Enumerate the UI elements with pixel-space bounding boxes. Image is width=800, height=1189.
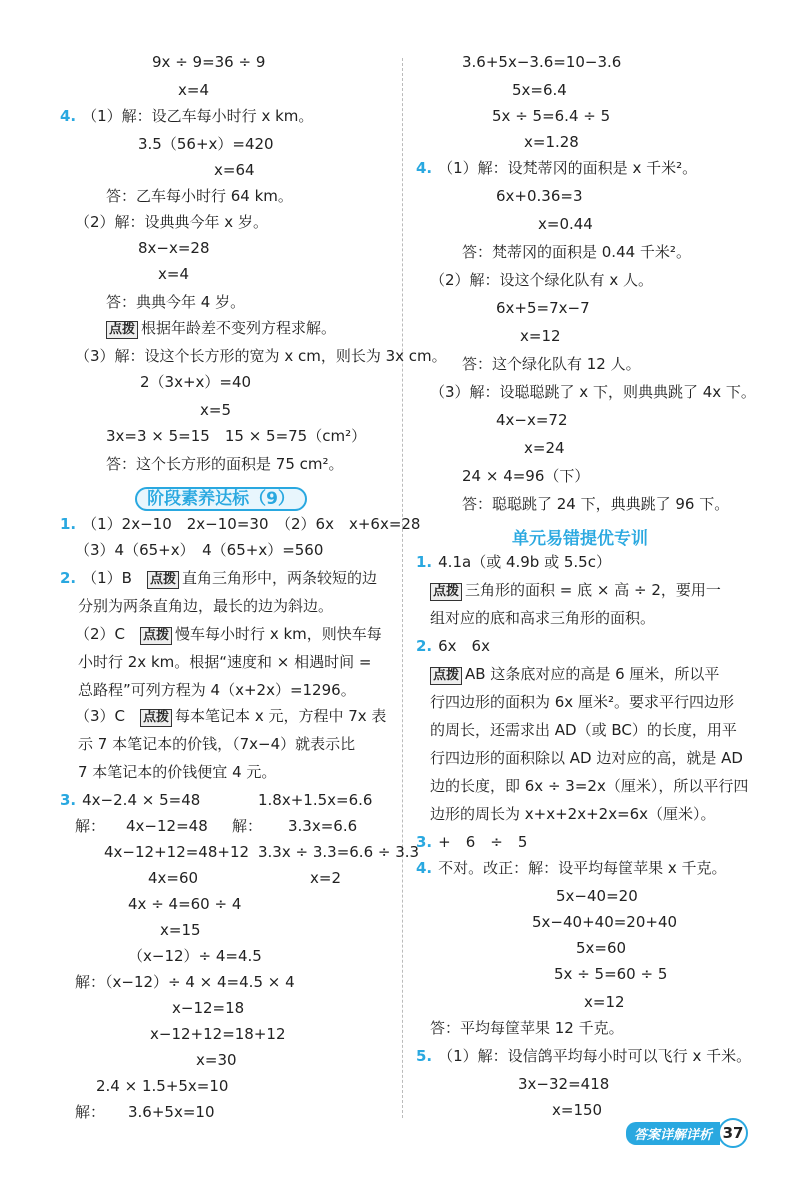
answer-line [60,568,377,589]
answer-line [232,816,262,836]
answer-text: 行四边形的面积为 6x 厘米²。要求平行四边形 [430,693,734,711]
tip-label: 点拨 [147,571,179,589]
answer-text: x=2 [310,869,341,887]
answer-line [75,1102,105,1122]
answer-text: x=12 [520,327,561,345]
answer-line [416,858,727,878]
answer-line [462,494,729,514]
answer-text: 3.5（56+x）=420 [138,135,274,153]
answer-text: 解：（x−12）÷ 4 × 4=4.5 × 4 [75,973,295,991]
answer-line [160,920,201,940]
answer-text: 5x ÷ 5=6.4 ÷ 5 [492,107,611,125]
answer-line [75,346,447,366]
answer-text: 3x−32=418 [518,1075,610,1093]
answer-text: 不对。改正：解：设平均每筐苹果 x 千克。 [438,859,727,877]
answer-line [128,894,241,914]
tip-label: 点拨 [140,709,172,727]
answer-text: 5x−40=20 [556,887,638,905]
answer-text: 分别为两条直角边，最长的边为斜边。 [78,597,334,615]
answer-text: 3.3x=6.6 [288,817,358,835]
answer-line [430,692,734,712]
answer-line [172,998,244,1018]
answer-text: 组对应的底和高求三角形的面积。 [430,609,656,627]
answer-line [75,972,295,992]
answer-text: 8x−x=28 [138,239,210,257]
answer-line [60,106,313,126]
answer-text: （1）解：设信鸽平均每小时可以飞行 x 千米。 [438,1047,752,1065]
answer-text: （1）解：设乙车每小时行 x km。 [82,107,314,125]
answer-text: x−12=18 [172,999,245,1017]
answer-text: （1）2x−10 2x−10=30 （2）6x x+6x=28 [82,515,421,533]
answer-line [556,886,638,906]
answer-line [138,134,274,154]
answer-line [75,624,382,645]
page-footer [626,1118,748,1148]
answer-line [78,762,276,782]
answer-line [288,816,357,836]
answer-text: 4x ÷ 4=60 ÷ 4 [128,895,242,913]
answer-text: x=150 [552,1101,603,1119]
answer-line [126,816,208,836]
answer-text: x=12 [584,993,625,1011]
answer-text: 解： [75,1103,106,1121]
answer-line [214,160,255,180]
answer-line [106,186,293,206]
answer-line [416,158,697,178]
answer-text: 5x−40+40=20+40 [532,913,678,931]
answer-text: 边的长度，即 6x ÷ 3=2x（厘米），所以平行四 [430,777,749,795]
question-number: 4. [60,107,77,125]
answer-line [75,706,386,727]
answer-text: （3）C [75,707,141,725]
answer-line [462,242,691,262]
answer-text: （2）解：设典典今年 x 岁。 [75,213,268,231]
answer-text: 4x−12=48 [126,817,208,835]
answer-text: 小时行 2x km。根据“速度和 × 相遇时间 = [78,653,372,671]
page-number: 37 [718,1118,748,1148]
section-title-unit: 单元易错提优专训 [512,529,648,549]
answer-line [258,842,419,862]
answer-text: （2）解：设这个绿化队有 x 人。 [430,271,653,289]
answer-line [138,238,210,258]
answer-line [78,596,333,616]
answer-text: 答：平均每筐苹果 12 千克。 [430,1019,624,1037]
answer-text: 3x=3 × 5=15 15 × 5=75（cm²） [106,427,367,445]
question-number: 1. [416,553,433,571]
answer-line [584,992,625,1012]
question-number: 4. [416,159,433,177]
answer-line [430,748,743,768]
answer-text: （2）C [75,625,141,643]
answer-line [106,318,336,339]
answer-line [148,868,198,888]
answer-line [524,438,565,458]
answer-text: 解： [232,817,263,835]
answer-line [462,52,621,72]
answer-line [150,1024,286,1044]
answer-line [75,212,268,232]
question-number: 3. [416,833,433,851]
answer-text: 示 7 本笔记本的价钱，（7x−4）就表示比 [78,735,356,753]
answer-line [78,734,355,754]
answer-text: x=4 [178,81,209,99]
answer-line [520,326,561,346]
answer-line [416,1046,751,1066]
answer-line [106,426,366,446]
answer-line [554,964,667,984]
answer-line [552,1100,602,1120]
tip-label: 点拨 [430,667,462,685]
question-number: 3. [60,791,77,809]
answer-text: 的周长，还需求出 AD（或 BC）的长度，用平 [430,721,737,739]
answer-text: x=24 [524,439,565,457]
answer-text: 答：典典今年 4 岁。 [106,293,246,311]
answer-line [518,1074,609,1094]
answer-line [196,1050,237,1070]
tip-label: 点拨 [430,583,462,601]
answer-text: 3.6+5x−3.6=10−3.6 [462,53,622,71]
question-number: 4. [416,859,433,877]
answer-text: 6x+5=7x−7 [496,299,590,317]
answer-text: 答：梵蒂冈的面积是 0.44 千米²。 [462,243,691,261]
answer-line [430,720,737,740]
answer-text: x=5 [200,401,231,419]
answer-text: 6x 6x [438,637,490,655]
answer-line [538,214,593,234]
answer-line [430,608,655,628]
answer-line [104,842,249,862]
answer-text: 7 本笔记本的价钱便宜 4 元。 [78,763,277,781]
answer-line [496,298,590,318]
answer-text: 4x−2.4 × 5=48 [82,791,201,809]
answer-text: 答：这个长方形的面积是 75 cm²。 [106,455,344,473]
answer-line [430,1018,624,1038]
question-number: 5. [416,1047,433,1065]
answer-text: 4x−x=72 [496,411,568,429]
answer-line [492,106,610,126]
answer-line [60,514,420,534]
answer-text: （1）B [82,569,147,587]
tip-label: 点拨 [106,321,138,339]
answer-text: 总路程”可列方程为 4（x+2x）=1296。 [78,681,356,699]
answer-text: x=0.44 [538,215,593,233]
answer-line [128,1102,215,1122]
answer-text: 答：聪聪跳了 24 下，典典跳了 96 下。 [462,495,730,513]
answer-text: 直角三角形中，两条较短的边 [182,569,378,587]
answer-text: 4.1a（或 4.9b 或 5.5c） [438,553,611,571]
answer-line [430,664,719,685]
answer-line [430,580,721,601]
answer-line [78,652,371,672]
answer-text: 6x+0.36=3 [496,187,583,205]
question-number: 2. [416,637,433,655]
answer-text: x=64 [214,161,255,179]
answer-line [128,946,262,966]
answer-text: x=1.28 [524,133,579,151]
answer-line [496,410,568,430]
answer-text: 4x=60 [148,869,199,887]
answer-line [416,552,611,572]
answer-text: 行四边形的面积除以 AD 边对应的高，就是 AD [430,749,743,767]
answer-text: + 6 ÷ 5 [438,833,528,851]
answer-text: 根据年龄差不变列方程求解。 [141,319,337,337]
answer-text: x=30 [196,1051,237,1069]
answer-text: （1）解：设梵蒂冈的面积是 x 千米²。 [438,159,698,177]
answer-line [75,816,105,836]
answer-text: 解： [75,817,106,835]
answer-line [576,938,626,958]
answer-line [106,454,344,474]
answer-text: 三角形的面积 = 底 × 高 ÷ 2，要用一 [465,581,721,599]
answer-text: （3）解：设这个长方形的宽为 x cm，则长为 3x cm。 [75,347,447,365]
answer-text: AB 这条底对应的高是 6 厘米，所以平 [465,665,720,683]
answer-line [310,868,341,888]
answer-text: 24 × 4=96（下） [462,467,590,485]
answer-text: 9x ÷ 9=36 ÷ 9 [152,53,266,71]
answer-text: x−12+12=18+12 [150,1025,286,1043]
answer-text: （3）4（65+x） 4（65+x）=560 [75,541,324,559]
answer-line [430,382,756,402]
tip-label: 点拨 [140,627,172,645]
footer-tag: 答案详解详析 [626,1122,720,1145]
answer-line [258,790,372,810]
section-title-stage: 阶段素养达标（9） [132,484,310,509]
answer-line [462,354,641,374]
answer-text: 4x−12+12=48+12 [104,843,250,861]
answer-line [178,80,209,100]
answer-text: 2（3x+x）=40 [140,373,252,391]
answer-line [430,776,748,796]
answer-text: 3.6+5x=10 [128,1103,215,1121]
answer-line [158,264,189,284]
answer-text: （x−12）÷ 4=4.5 [128,947,262,965]
column-divider [402,58,403,1118]
answer-line [496,186,583,206]
answer-text: 答：乙车每小时行 64 km。 [106,187,293,205]
answer-line [462,466,589,486]
answer-text: x=15 [160,921,201,939]
answer-line [96,1076,228,1096]
answer-text: 答：这个绿化队有 12 人。 [462,355,641,373]
answer-line [524,132,579,152]
answer-line [430,270,653,290]
answer-line [416,636,490,656]
answer-line [60,790,200,810]
answer-line [152,52,265,72]
answer-text: x=4 [158,265,189,283]
answer-line [75,540,323,560]
answer-text: 1.8x+1.5x=6.6 [258,791,373,809]
answer-text: 每本笔记本 x 元，方程中 7x 表 [175,707,387,725]
answer-text: 5x=60 [576,939,627,957]
answer-text: 2.4 × 1.5+5x=10 [96,1077,229,1095]
answer-line [532,912,677,932]
answer-line [200,400,231,420]
answer-line [78,680,356,700]
answer-text: 5x ÷ 5=60 ÷ 5 [554,965,668,983]
question-number: 1. [60,515,77,533]
answer-line [106,292,245,312]
answer-line [512,80,567,100]
answer-line [416,832,527,852]
question-number: 2. [60,569,77,587]
answer-text: 慢车每小时行 x km，则快车每 [175,625,382,643]
answer-text: 3.3x ÷ 3.3=6.6 ÷ 3.3 [258,843,420,861]
answer-line [430,804,716,824]
answer-text: 5x=6.4 [512,81,567,99]
answer-text: 边形的周长为 x+x+2x+2x=6x（厘米）。 [430,805,716,823]
answer-text: （3）解：设聪聪跳了 x 下，则典典跳了 4x 下。 [430,383,756,401]
answer-line [140,372,251,392]
